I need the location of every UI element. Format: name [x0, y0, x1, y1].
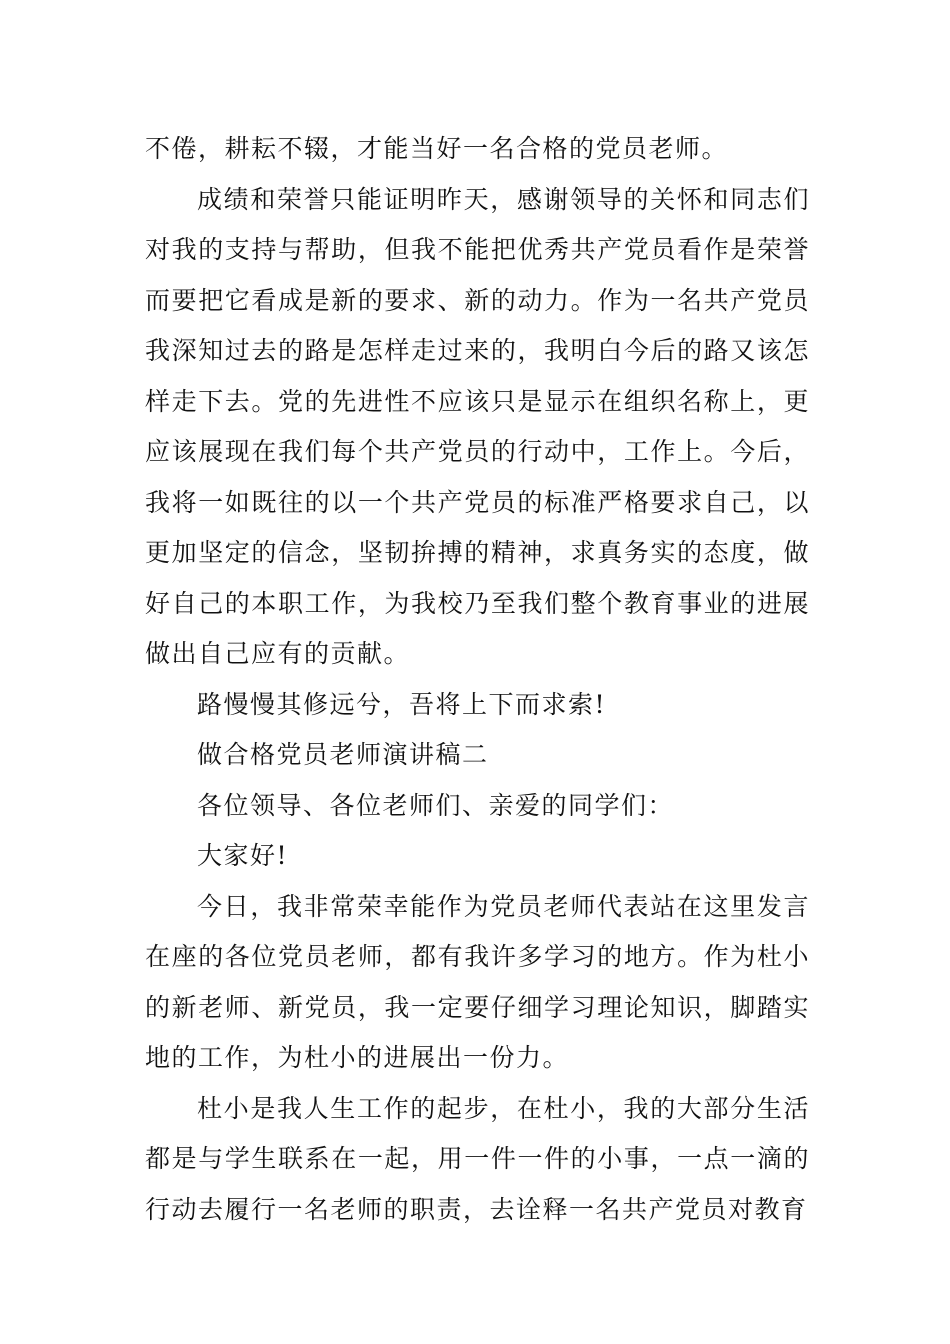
greeting: 大家好!: [197, 841, 289, 870]
paragraph: 今日，我非常荣幸能作为党员老师代表站在这里发言在座的各位党员老师，都有我许多学习的地方。作为杜小的新老师、新党员，我一定要仔细学习理论知识，脚踏实地的工作，为杜小的进展出一份力。: [145, 891, 810, 1072]
paragraph: 路慢慢其修远兮，吾将上下而求索!: [197, 689, 607, 719]
document-body: [145, 124, 810, 1235]
section-title: 做合格党员老师演讲稿二: [197, 740, 489, 769]
paragraph: 不倦，耕耘不辍，才能当好一名合格的党员老师。: [145, 134, 729, 163]
salutation: 各位领导、各位老师们、亲爱的同学们：: [197, 790, 675, 820]
paragraph: 成绩和荣誉只能证明昨天，感谢领导的关怀和同志们对我的支持与帮助，但我不能把优秀共产党员看作是荣誉而要把它看成是新的要求、新的动力。作为一名共产党员我深知过去的路是怎样走过来的，我明白今后的路又该怎样走下去。党的先进性不应该只是显示在组织名称上，更应该展现在我们每个共产党员的行动中，工作上。今后，我将一如既往的以一个共产党员的标准严格要求自己，以更加坚定的信念，坚韧拚搏的精神，求真务实的态度，做好自己的本职工作，为我校乃至我们整个教育事业的进展做出自己应有的贡献。: [145, 184, 810, 668]
paragraph: 杜小是我人生工作的起步，在杜小，我的大部分生活都是与学生联系在一起，用一件一件的小事，一点一滴的行动去履行一名老师的职责，去诠释一名共产党员对教育: [145, 1093, 810, 1224]
